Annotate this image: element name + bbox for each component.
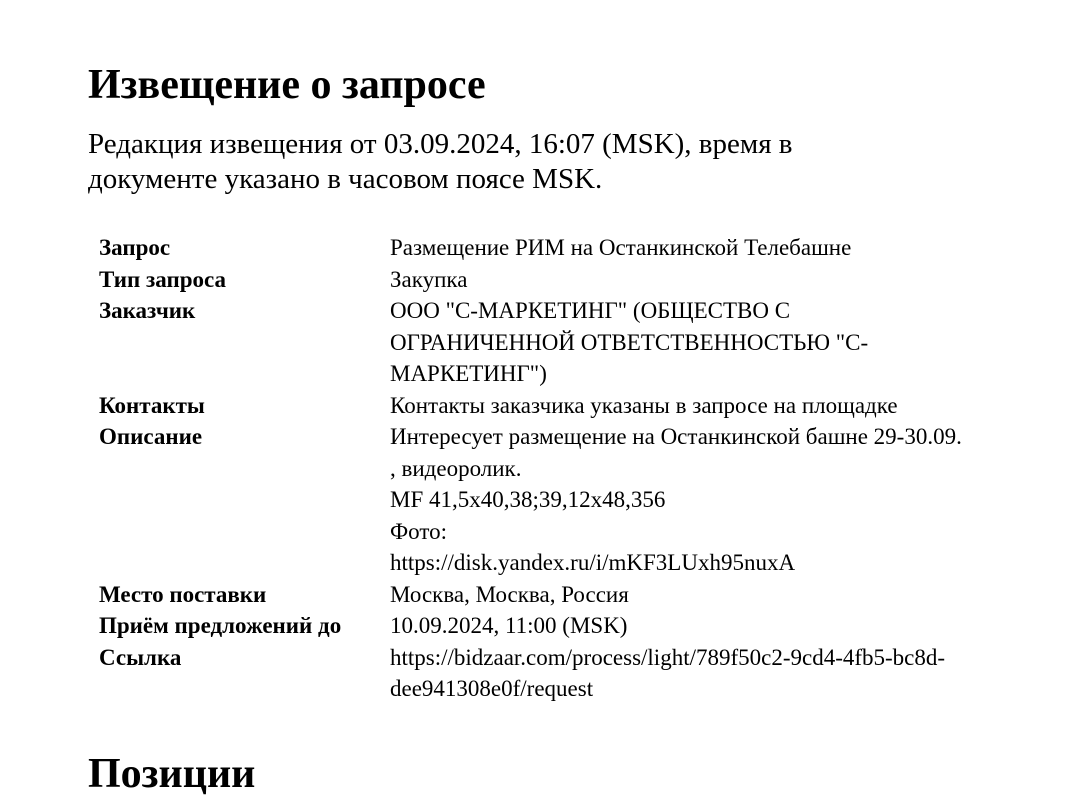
table-row-request-type — [99, 264, 962, 296]
row-label: Ссылка — [99, 644, 182, 670]
table-row-contacts — [99, 390, 962, 422]
notice-revision-subtitle: Редакция извещения от 03.09.2024, 16:07 (MSK), время в документе указано в часовом поясе MSK. — [88, 128, 793, 195]
row-value-customer: ООО "С-МАРКЕТИНГ" (ОБЩЕСТВО С ОГРАНИЧЕННОЙ ОТВЕТСТВЕННОСТЬЮ "С-МАРКЕТИНГ") — [390, 298, 869, 386]
next-section-heading-clipped: Позиции — [88, 750, 256, 797]
bidzaar-link[interactable]: https://bidzaar.com/process/light/789f50c2-9cd4-4fb5-bc8d-dee941308e0f/request — [390, 644, 946, 701]
row-label: Запрос — [99, 235, 171, 260]
row-value-contacts: Контакты заказчика указаны в запросе на площадке — [390, 392, 898, 418]
notice-details-table — [99, 232, 962, 705]
description-line: MF 41,5x40,38;39,12x48,356 — [390, 487, 666, 512]
row-value-request: Размещение РИМ на Останкинской Телебашне — [390, 235, 852, 260]
row-value-request-type: Закупка — [390, 266, 468, 292]
table-row-request — [99, 232, 962, 264]
row-value-description — [390, 421, 962, 579]
table-row-description — [99, 421, 962, 579]
description-line: Фото: — [390, 518, 448, 544]
row-label: Тип запроса — [99, 266, 226, 292]
row-label: Контакты — [99, 392, 205, 418]
row-value-delivery-place: Москва, Москва, Россия — [390, 581, 629, 607]
row-label: Описание — [99, 424, 203, 449]
row-label: Место поставки — [99, 581, 267, 607]
row-label: Приём предложений до — [99, 613, 342, 638]
description-line: Интересует размещение на Останкинской башне 29-30.09. — [390, 424, 962, 449]
table-row-deadline — [99, 610, 962, 642]
table-row-delivery-place — [99, 579, 962, 611]
page-title: Извещение о запросе — [88, 62, 486, 108]
row-value-deadline: 10.09.2024, 11:00 (MSK) — [390, 613, 628, 638]
table-row-link — [99, 642, 962, 705]
description-line: , видеоролик. — [390, 455, 522, 481]
row-label: Заказчик — [99, 298, 196, 323]
yandex-disk-link[interactable]: https://disk.yandex.ru/i/mKF3LUxh95nuxA — [390, 550, 796, 575]
table-row-customer — [99, 295, 962, 390]
